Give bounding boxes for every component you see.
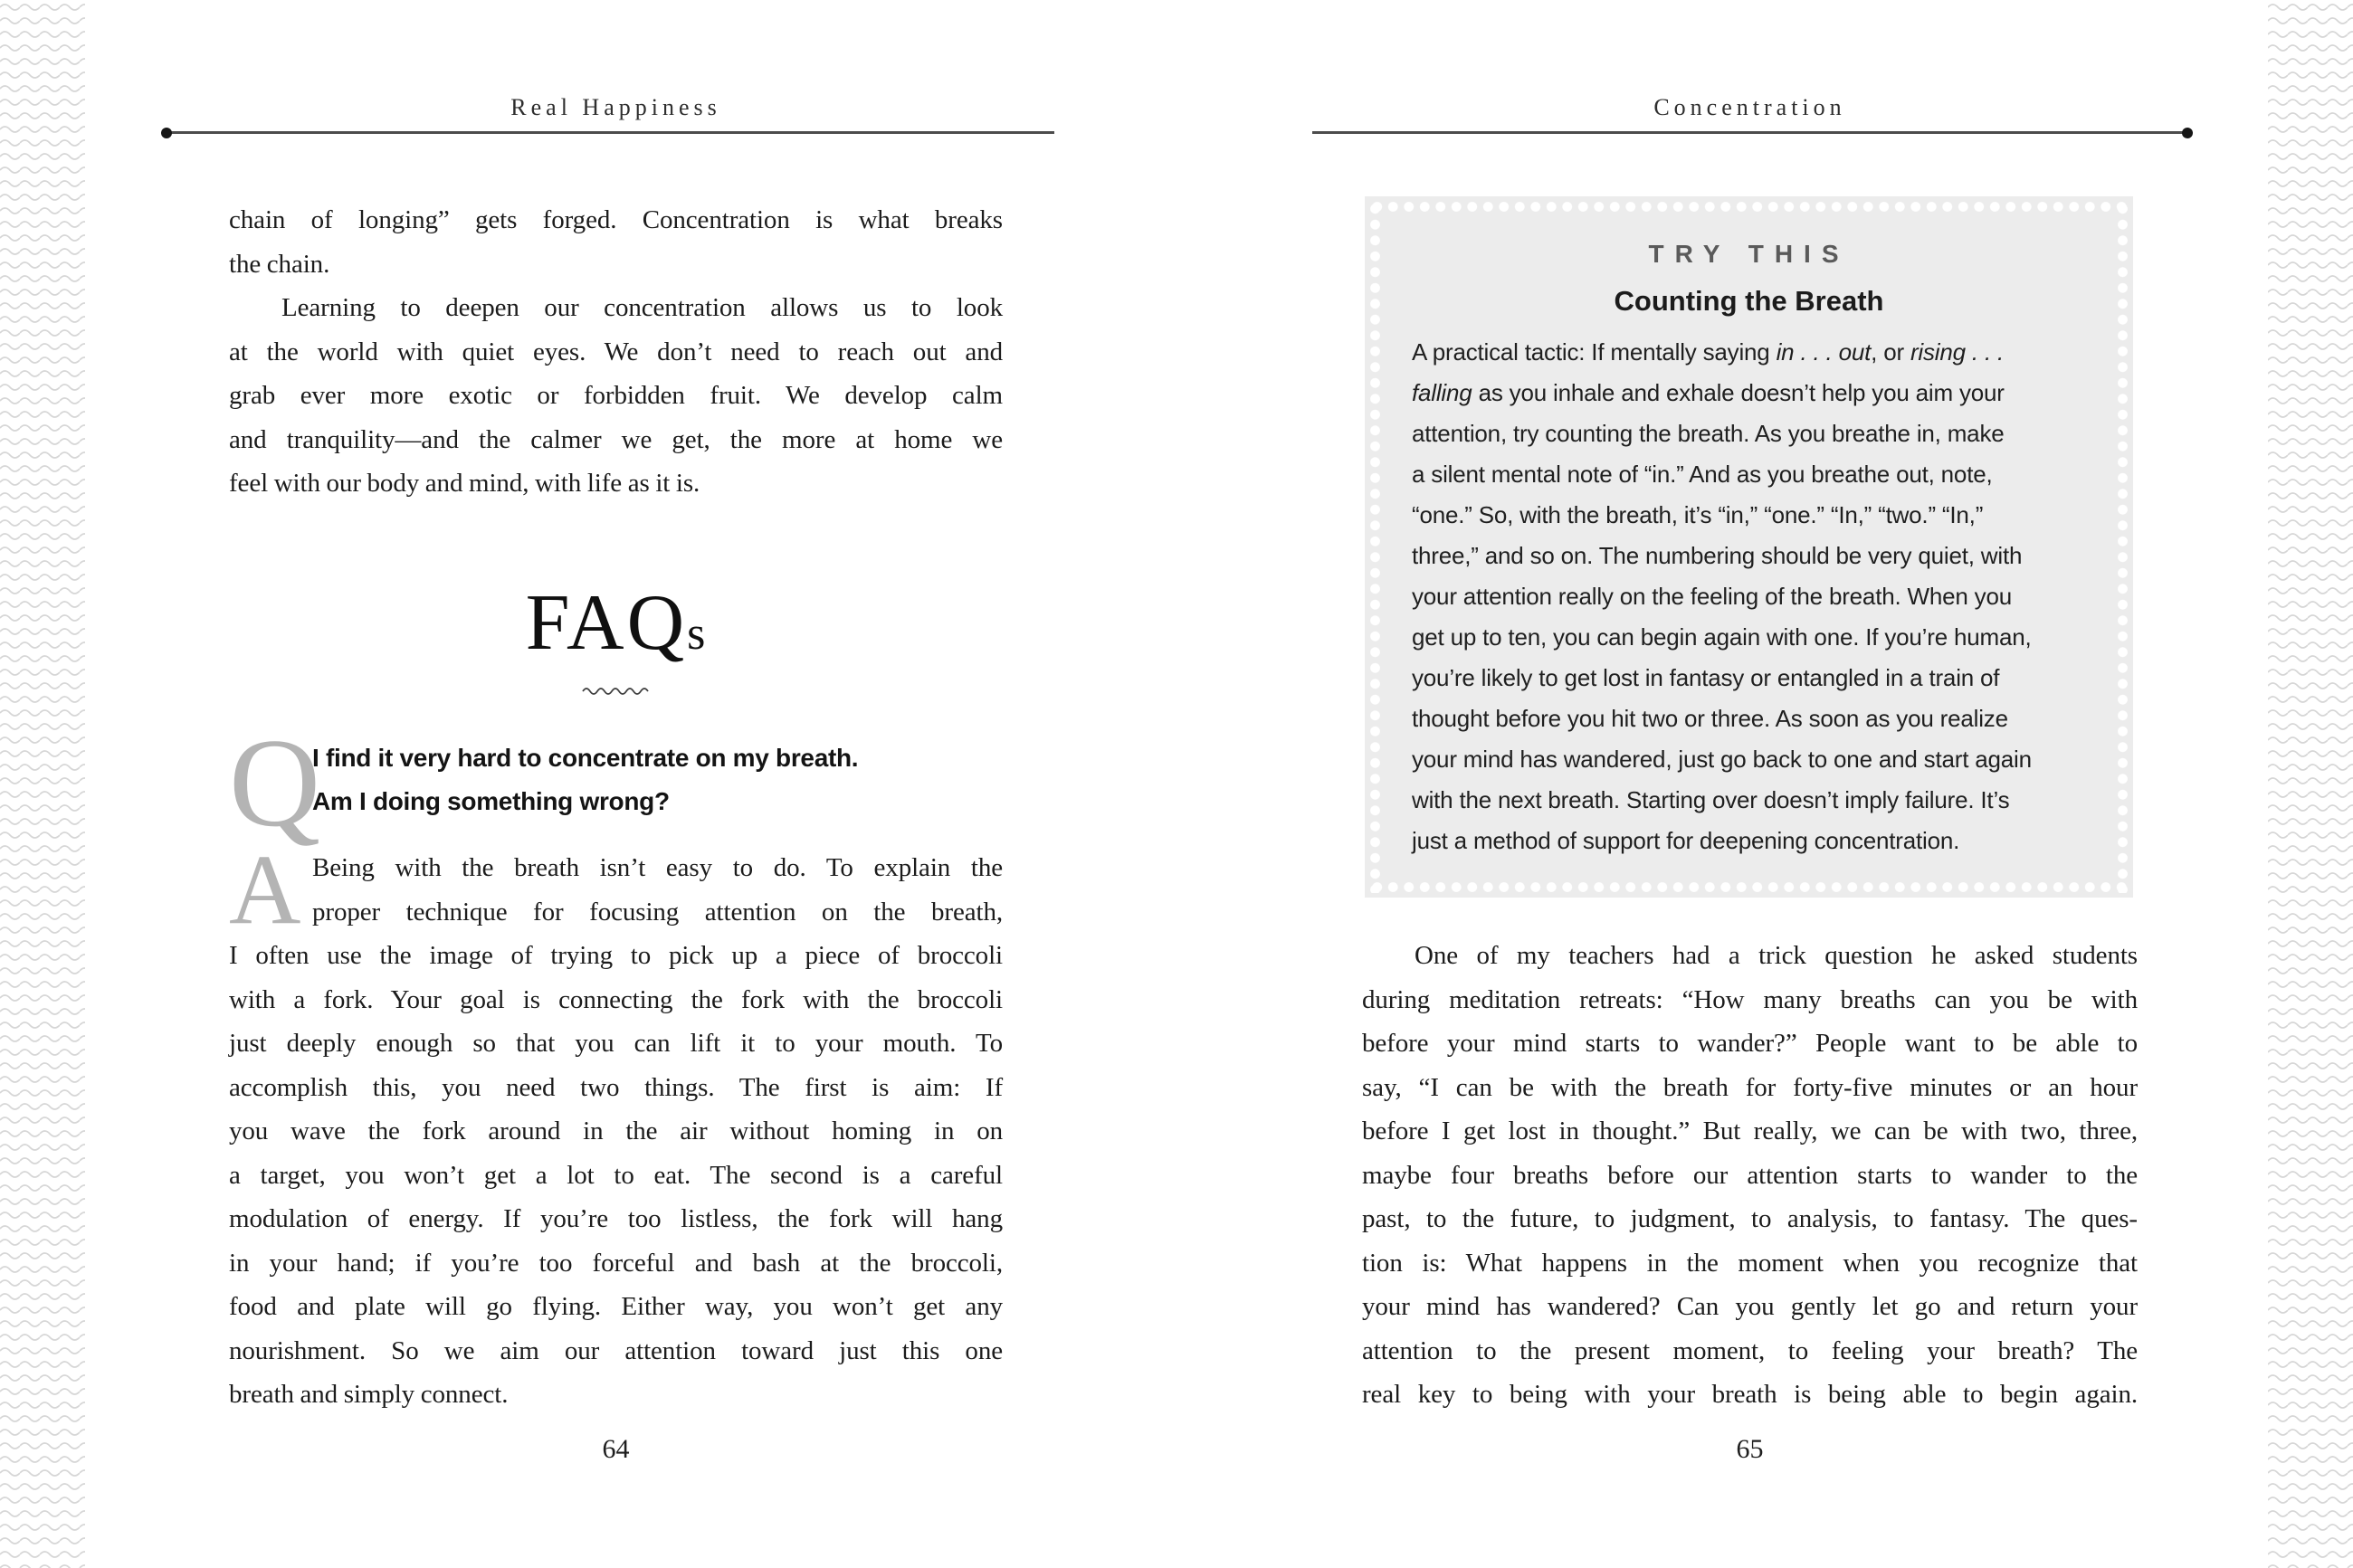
- text-line: past, to the future, to judgment, to analysis, to fantasy. The ques-: [1362, 1204, 2138, 1233]
- text-line: just deeply enough so that you can lift it to your mouth. To: [229, 1029, 1003, 1058]
- try-this-body: [1412, 332, 2107, 861]
- intro-paragraph-2: [229, 286, 1003, 506]
- faq-heading-large: FAQ: [525, 579, 688, 667]
- text-line: grab ever more exotic or forbidden fruit. We develop calm: [229, 381, 1003, 410]
- running-head-right: Concentration: [1653, 94, 1846, 120]
- perforation-border-top: [1369, 200, 2129, 214]
- body-paragraph-right: [1362, 934, 2138, 1417]
- text-line: your attention really on the feeling of the breath. When you: [1412, 583, 2012, 610]
- text-line: One of my teachers had a trick question he asked students: [1415, 941, 2138, 970]
- text-line: breath and simply connect.: [229, 1380, 509, 1409]
- perforation-border-bottom: [1369, 880, 2129, 894]
- question-text: [312, 736, 1005, 823]
- text-line: the chain.: [229, 249, 330, 279]
- text-line: proper technique for focusing attention on the breath,: [312, 897, 1003, 927]
- faq-heading-small: s: [687, 608, 707, 660]
- page-number-left: 64: [602, 1434, 630, 1464]
- text-line: Learning to deepen our concentration allows us to look: [281, 293, 1003, 322]
- squiggle-ornament-icon: [581, 683, 652, 698]
- text-line: your mind has wandered? Can you gently let go and return your: [1362, 1292, 2138, 1321]
- text-line: chain of longing” gets forged. Concentration is what breaks: [229, 205, 1003, 234]
- header-rule-left: [166, 131, 1054, 134]
- try-this-title: Counting the Breath: [1614, 285, 1884, 317]
- text-line: attention to the present moment, to feeling your breath? The: [1362, 1335, 2138, 1365]
- text-line: falling as you inhale and exhale doesn’t help you aim your: [1412, 379, 2005, 406]
- text-line: at the world with quiet eyes. We don’t need to reach out and: [229, 337, 1003, 366]
- text-line: before I get lost in thought.” But really, we can be with two, three,: [1362, 1117, 2138, 1145]
- text-line: thought before you hit two or three. As soon as you realize: [1412, 705, 2008, 732]
- text-line: get up to ten, you can begin again with one. If you’re human,: [1412, 623, 2032, 651]
- text-line: real key to being with your breath is being able to begin again.: [1362, 1380, 2138, 1409]
- header-rule-right: [1312, 131, 2188, 134]
- text-line: modulation of energy. If you’re too listless, the fork will hang: [229, 1204, 1003, 1233]
- wave-pattern-right: [2268, 0, 2353, 1568]
- text-line: and tranquility—and the calmer we get, the more at home we: [229, 424, 1003, 454]
- text-line: in your hand; if you’re too forceful and bash at the broccoli,: [229, 1248, 1003, 1278]
- text-line: your mind has wandered, just go back to one and start again: [1412, 746, 2032, 773]
- text-line: Being with the breath isn’t easy to do. To explain the: [312, 853, 1003, 882]
- running-head-left: Real Happiness: [510, 94, 721, 120]
- text-line: say, “I can be with the breath for forty-five minutes or an hour: [1362, 1072, 2138, 1102]
- text-line: accomplish this, you need two things. The first is aim: If: [229, 1072, 1003, 1102]
- answer-text-beside-initial: [312, 846, 1003, 934]
- text-line: food and plate will go flying. Either way, you won’t get any: [229, 1292, 1003, 1321]
- answer-text-full: [229, 934, 1003, 1417]
- text-line: a target, you won’t get a lot to eat. The second is a careful: [229, 1160, 1003, 1190]
- wave-pattern-left: [0, 0, 85, 1568]
- text-line: A practical tactic: If mentally saying in . . . out, or rising . . .: [1412, 338, 2005, 366]
- text-line: before your mind starts to wander?” People want to be able to: [1362, 1029, 2138, 1058]
- answer-initial: A: [229, 834, 301, 945]
- text-line: tion is: What happens in the moment when you recognize that: [1362, 1248, 2138, 1278]
- rule-end-dot-left: [161, 128, 172, 138]
- rule-end-dot-right: [2182, 128, 2193, 138]
- text-line: “one.” So, with the breath, it’s “in,” “one.” “In,” “two.” “In,”: [1412, 501, 1984, 528]
- text-line: you wave the fork around in the air without homing in on: [229, 1117, 1003, 1145]
- text-line: a silent mental note of “in.” And as you breathe out, note,: [1412, 461, 1993, 488]
- text-line: during meditation retreats: “How many breaths can you be with: [1362, 984, 2138, 1014]
- text-line: with the next breath. Starting over doesn’t imply failure. It’s: [1412, 786, 2010, 813]
- question-initial: Q: [229, 713, 321, 853]
- text-line: feel with our body and mind, with life as it is.: [229, 469, 700, 498]
- text-line: three,” and so on. The numbering should be very quiet, with: [1412, 542, 2023, 569]
- text-line: I find it very hard to concentrate on my breath.: [312, 744, 859, 772]
- text-line: attention, try counting the breath. As you breathe in, make: [1412, 420, 2005, 447]
- page-number-right: 65: [1736, 1434, 1764, 1464]
- try-this-box: [1365, 196, 2133, 898]
- faq-heading: [229, 579, 1003, 667]
- text-line: nourishment. So we aim our attention toward just this one: [229, 1335, 1003, 1365]
- text-line: Am I doing something wrong?: [312, 787, 670, 815]
- text-line: I often use the image of trying to pick up a piece of broccoli: [229, 941, 1003, 970]
- text-line: you’re likely to get lost in fantasy or entangled in a train of: [1412, 664, 2000, 691]
- try-this-kicker: TRY THIS: [1648, 240, 1850, 268]
- text-line: just a method of support for deepening concentration.: [1412, 827, 1960, 854]
- text-line: maybe four breaths before our attention starts to wander to the: [1362, 1160, 2138, 1190]
- intro-paragraph-1: [229, 198, 1003, 286]
- text-line: with a fork. Your goal is connecting the fork with the broccoli: [229, 984, 1003, 1014]
